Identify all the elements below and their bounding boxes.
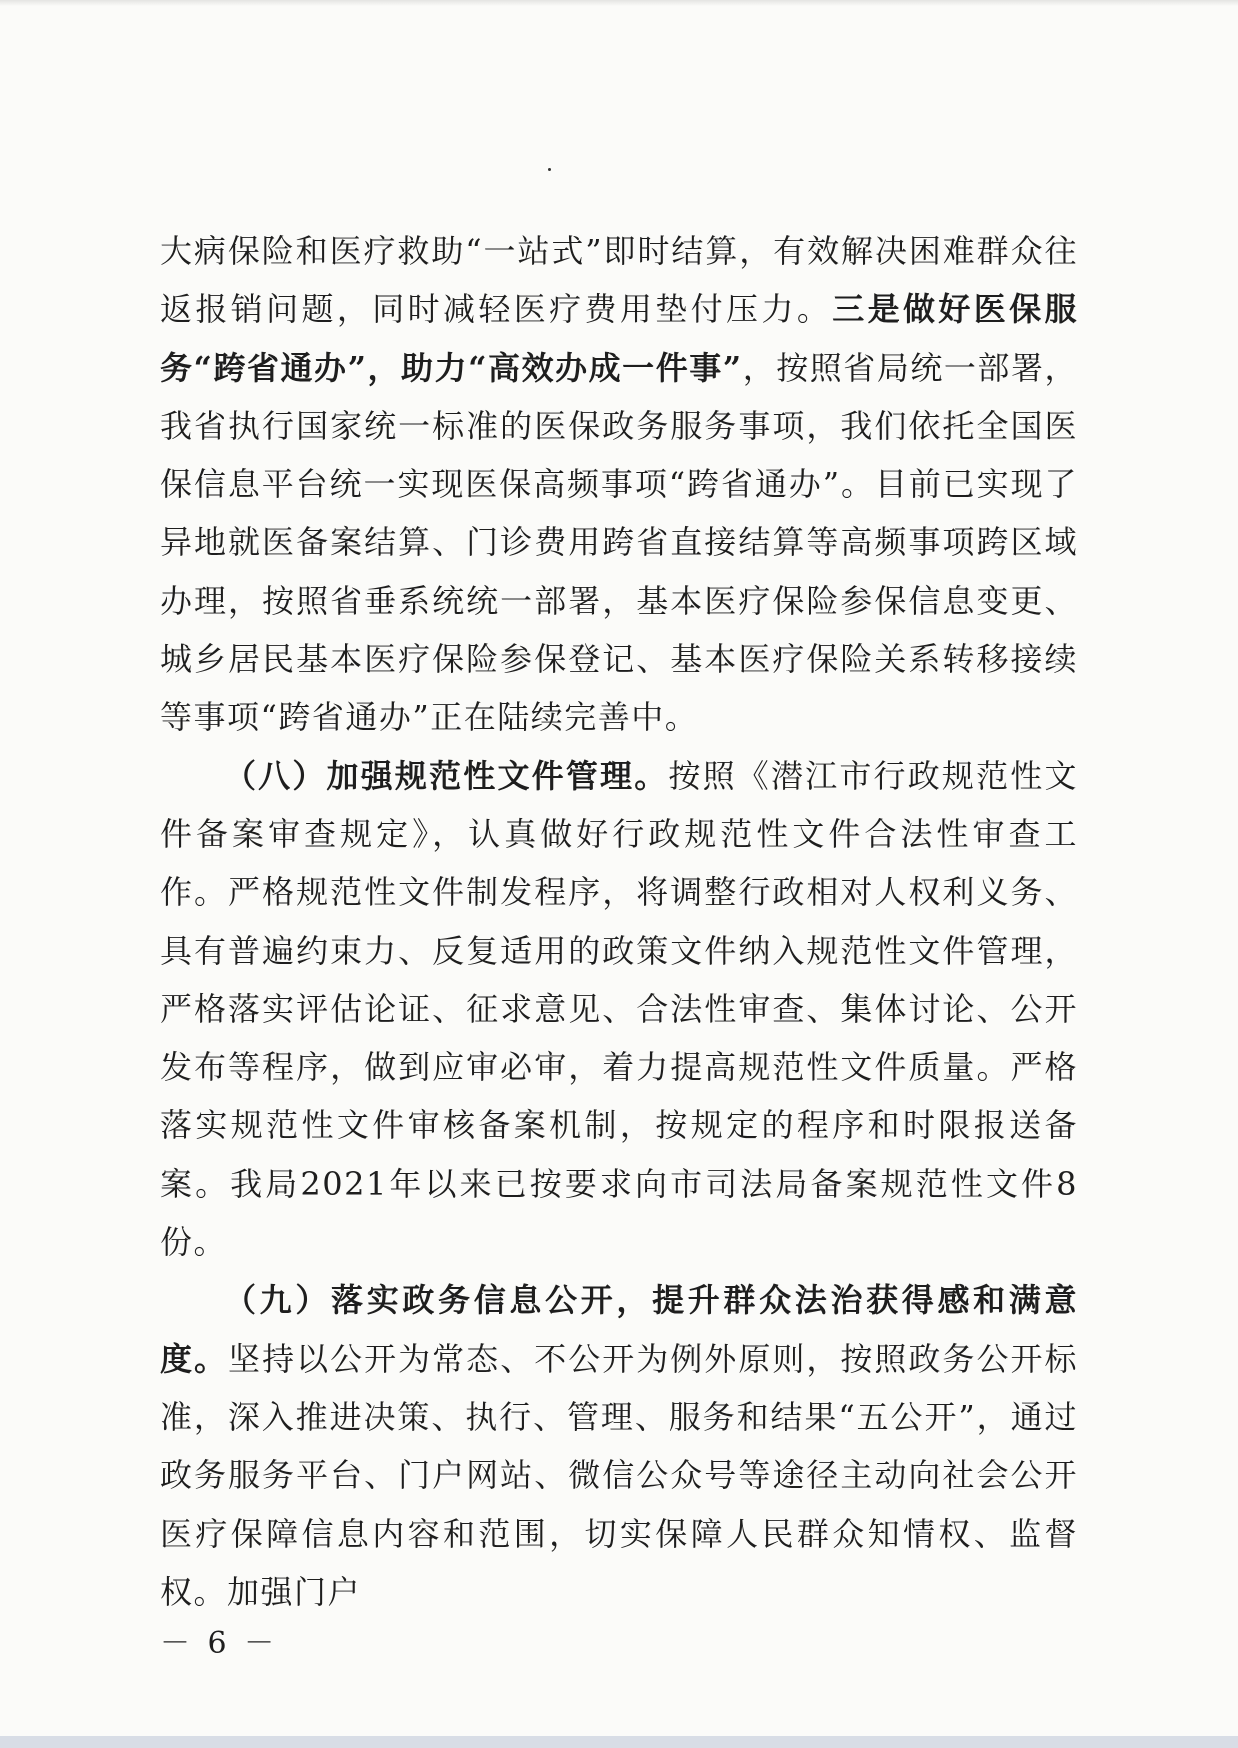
scan-speck [548,168,551,171]
paragraph-text: 坚持以公开为常态、不公开为例外原则，按照政务公开标准，深入推进决策、执行、管理、服务和结果“五公开”，通过政务服务平台、门户网站、微信公众号等途径主动向社会公开医疗保障信息内容和范围，切实保障人民群众知情权、监督权。加强门户 [160,1339,1078,1611]
paragraph-continuation [160,222,1078,747]
paragraph-section-8 [160,747,1078,1272]
page-number: － 6 － [160,1626,279,1661]
section-heading: （九）落实政务信息公开，提升群众法治获得感和满意度。 [160,1281,1078,1378]
section-heading: （八）加强规范性文件管理。 [224,756,669,795]
scan-edge-bottom [0,1736,1238,1748]
paragraph-section-9 [160,1271,1078,1621]
scan-edge-top [0,0,1238,6]
paragraph-text: 大病保险和医疗救助“一站式”即时结算，有效解决困难群众往返报销问题，同时减轻医疗费用垫付压力。 [160,232,1078,329]
paragraph-text: ，按照省局统一部署，我省执行国家统一标准的医保政务服务事项，我们依托全国医保信息平台统一实现医保高频事项“跨省通办”。目前已实现了异地就医备案结算、门诊费用跨省直接结算等高频事项跨区域办理，按照省垂系统统一部署，基本医疗保险参保信息变更、城乡居民基本医疗保险参保登记、基本医疗保险关系转移接续等事项“跨省通办”正在陆续完善中。 [160,348,1078,737]
document-body [160,222,1078,1621]
paragraph-heading: 三是做好医保服务“跨省通办”，助力“高效办成一件事” [160,290,1078,387]
paragraph-text: 按照《潜江市行政规范性文件备案审查规定》，认真做好行政规范性文件合法性审查工作。严格规范性文件制发程序，将调整行政相对人权利义务、具有普遍约束力、反复适用的政策文件纳入规范性文件管理，严格落实评估论证、征求意见、合法性审查、集体讨论、公开发布等程序，做到应审必审，着力提高规范性文件质量。严格落实规范性文件审核备案机制，按规定的程序和时限报送备案。我局2021年以来已按要求向市司法局备案规范性文件8份。 [160,756,1078,1262]
